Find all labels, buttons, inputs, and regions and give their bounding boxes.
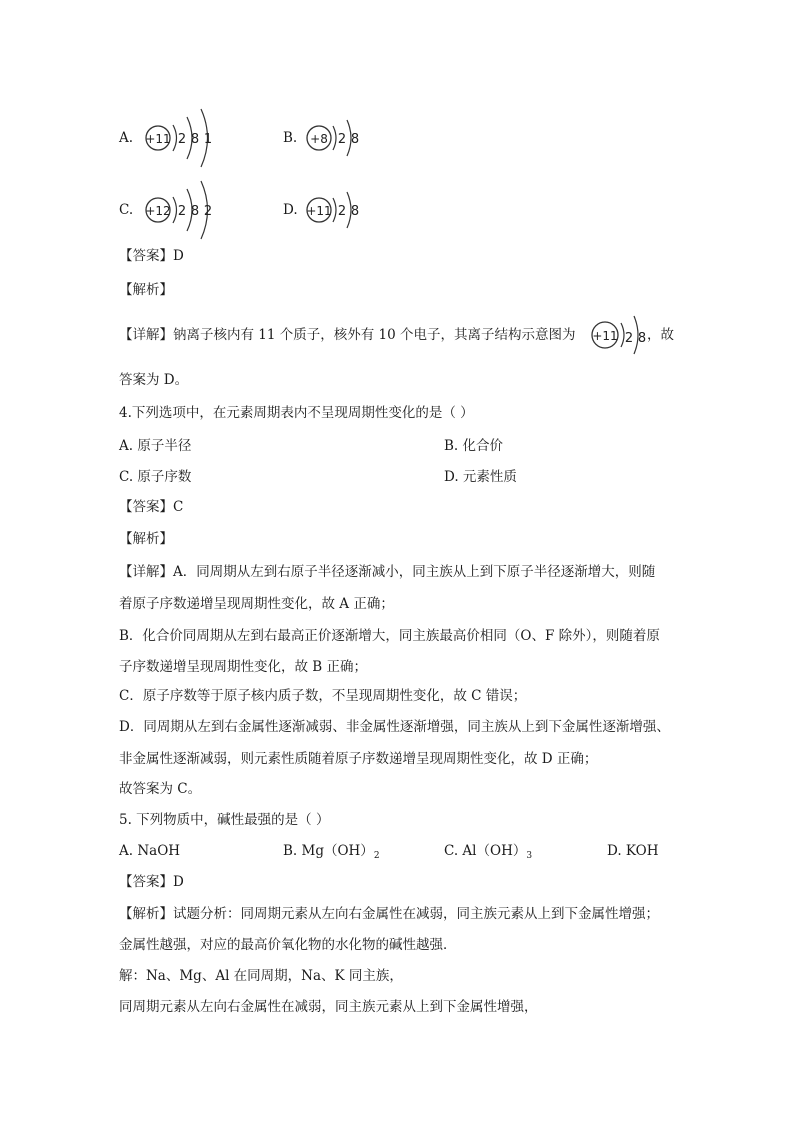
q5-explanation-line: 金属性越强，对应的最高价氧化物的水化物的碱性越强． [119, 937, 457, 953]
q3-option-a-atom-diagram [140, 103, 220, 173]
q3-option-c-label: C. [119, 202, 134, 218]
q3-option-c-atom-diagram [140, 175, 220, 245]
q5-explanation-line: 【解析】试题分析：同周期元素从左向右金属性在减弱，同主族元素从上到下金属性增强； [119, 906, 659, 922]
shell-1-electrons: 2 [337, 204, 347, 219]
q4-option-b: B. 化合价 [444, 438, 504, 454]
q4-stem: 4.下列选项中，在元素周期表内不呈现周期性变化的是（ ） [119, 405, 474, 421]
q3-answer: 【答案】D [119, 248, 184, 264]
q3-option-b-atom-diagram [302, 113, 372, 163]
nucleus-charge: +11 [145, 132, 171, 146]
q3-option-d-atom-diagram [302, 185, 372, 235]
shell-3-electrons: 1 [203, 132, 213, 147]
q4-answer: 【答案】C [119, 499, 184, 515]
shell-1-electrons: 2 [624, 331, 634, 346]
shell-2-electrons: 8 [350, 132, 360, 147]
q4-explanation-line: 着原子序数递增呈现周期性变化，故 A 正确； [119, 596, 394, 612]
q5-answer: 【答案】D [119, 874, 184, 890]
q3-detail-end: 答案为 D。 [119, 372, 189, 388]
nucleus-charge: +11 [306, 204, 332, 218]
shell-3-electrons: 2 [203, 204, 213, 219]
q3-option-d-label: D. [283, 202, 298, 218]
nucleus-charge: +12 [145, 204, 171, 218]
q4-option-d: D. 元素性质 [444, 469, 517, 485]
shell-2-electrons: 8 [637, 331, 647, 346]
q3-option-a-label: A. [119, 130, 134, 146]
q4-analysis-heading: 【解析】 [119, 531, 173, 547]
shell-1-electrons: 2 [177, 204, 187, 219]
q4-explanation-line: C．原子序数等于原子核内质子数，不呈现周期性变化，故 C 错误； [119, 688, 527, 704]
shell-2-electrons: 8 [190, 132, 200, 147]
q5-option-b: B. $Mg(OH)_2$ [283, 843, 380, 861]
shell-1-electrons: 2 [177, 132, 187, 147]
shell-1-electrons: 2 [337, 132, 347, 147]
q4-explanation-line: 非金属性逐渐减弱，则元素性质随着原子序数递增呈现周期性变化，故 D 正确； [119, 751, 598, 767]
q5-option-a: A. NaOH [119, 843, 181, 859]
q3-detail-ion-diagram [588, 310, 648, 360]
q3-analysis-heading: 【解析】 [119, 282, 173, 298]
q5-option-d: D. KOH [607, 843, 659, 859]
q3-detail-suffix: ，故 [647, 327, 674, 343]
q5-explanation-line: 同周期元素从左向右金属性在减弱，同主族元素从上到下金属性增强， [119, 999, 538, 1015]
q3-option-b-label: B. [283, 130, 298, 146]
q5-explanation-line: 解：Na、Mg、Al 在同周期，Na、K 同主族， [119, 968, 403, 984]
q4-explanation-line: 子序数递增呈现周期性变化，故 B 正确； [119, 659, 368, 675]
q4-option-a: A. 原子半径 [119, 438, 192, 454]
shell-2-electrons: 8 [350, 204, 360, 219]
q4-explanation-line: 【详解】A．同周期从左到右原子半径逐渐减小，同主族从上到下原子半径逐渐增大，则随 [119, 564, 656, 580]
q4-option-c: C. 原子序数 [119, 469, 192, 485]
q5-stem: 5. 下列物质中，碱性最强的是（ ） [119, 812, 330, 828]
nucleus-charge: +11 [592, 329, 618, 343]
shell-2-electrons: 8 [190, 204, 200, 219]
q3-detail-text: 【详解】钠离子核内有 11 个质子，核外有 10 个电子，其离子结构示意图为 [119, 327, 576, 343]
q4-explanation-line: 故答案为 C。 [119, 781, 202, 797]
nucleus-charge: +8 [310, 132, 328, 146]
q4-explanation-line: D．同周期从左到右金属性逐渐减弱、非金属性逐渐增强，同主族从上到下金属性逐渐增强、 [119, 719, 670, 735]
q5-option-c: C. $Al(OH)_3$ [444, 843, 533, 861]
q4-explanation-line: B．化合价同周期从左到右最高正价逐渐增大，同主族最高价相同（O、F 除外），则随着原 [119, 628, 660, 644]
